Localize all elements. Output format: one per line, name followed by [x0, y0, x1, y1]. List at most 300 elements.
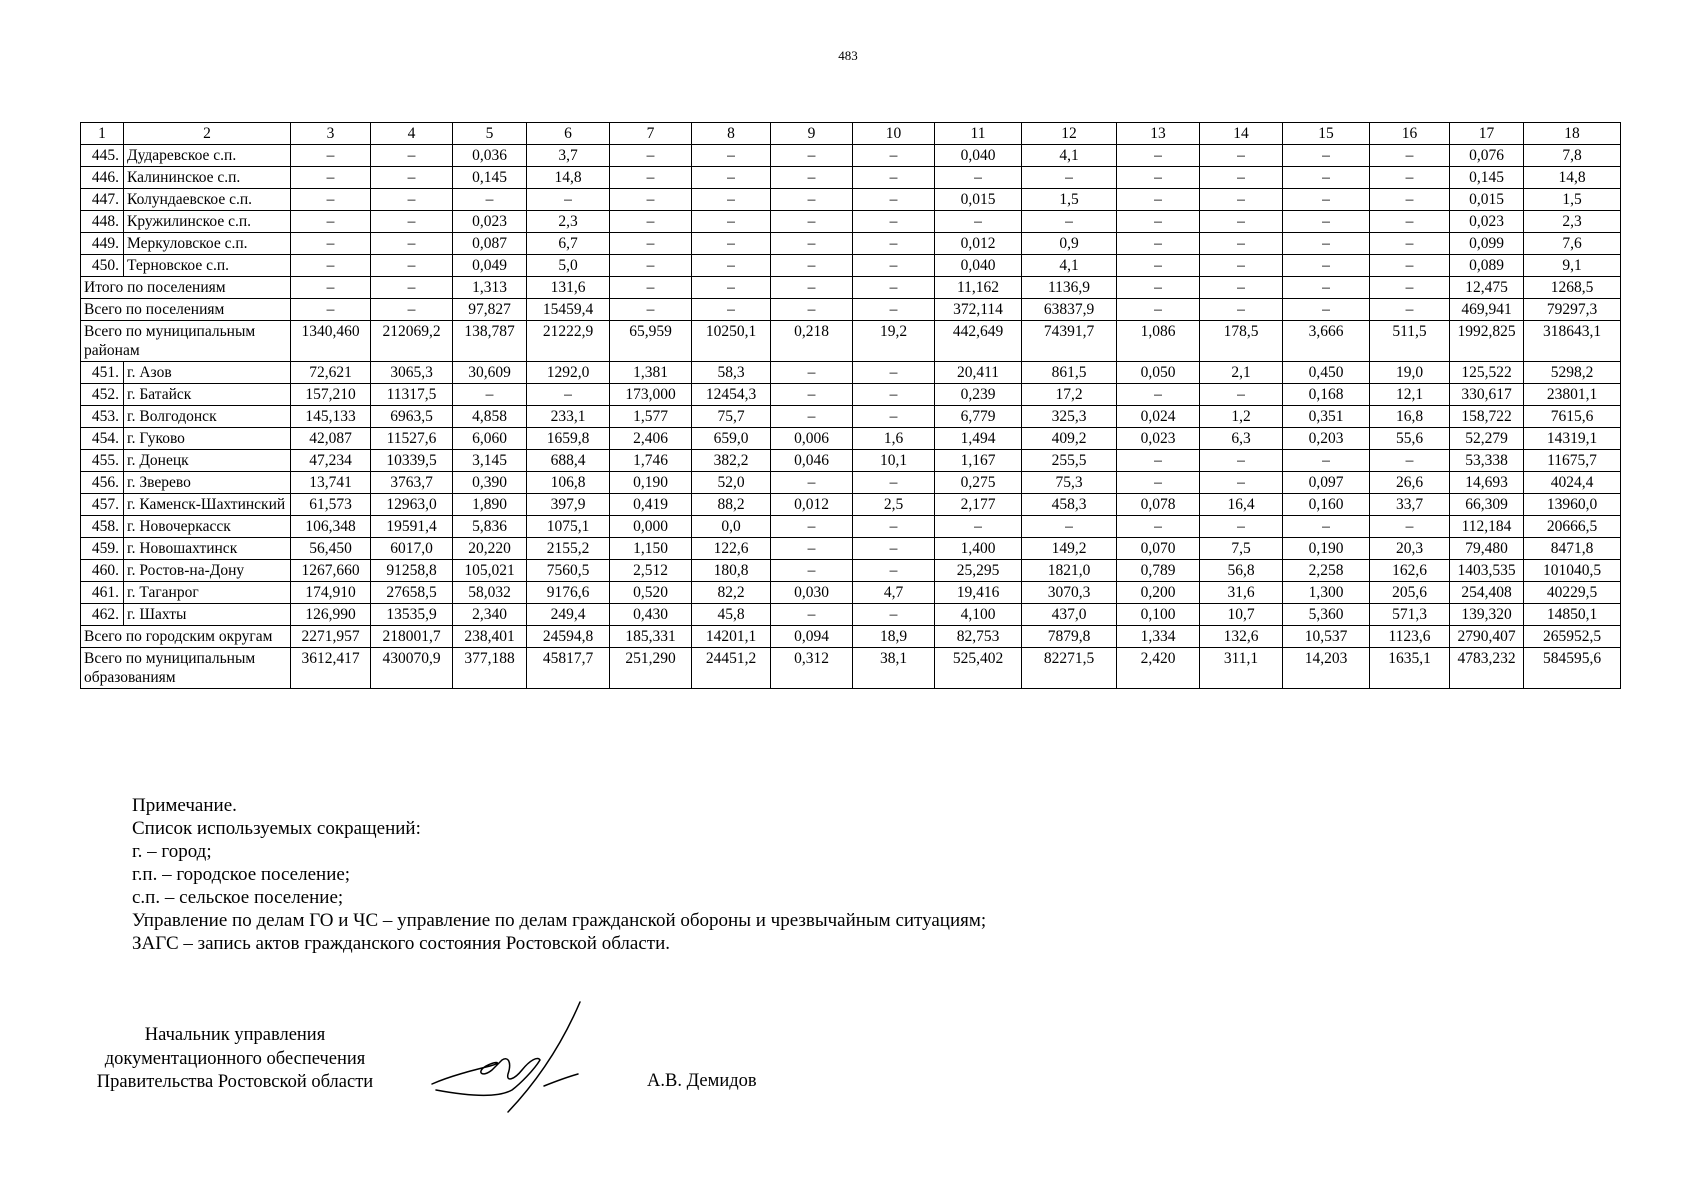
value-cell: 255,5 — [1022, 450, 1117, 472]
column-number-cell: 5 — [453, 123, 527, 145]
column-number-cell: 17 — [1450, 123, 1524, 145]
value-cell: – — [853, 277, 935, 299]
value-cell: – — [291, 145, 371, 167]
value-cell: 0,049 — [453, 255, 527, 277]
settlement-name: г. Новошахтинск — [124, 538, 291, 560]
value-cell: 218001,7 — [371, 626, 453, 648]
value-cell: – — [1200, 167, 1283, 189]
value-cell: 74391,7 — [1022, 321, 1117, 362]
value-cell: 3763,7 — [371, 472, 453, 494]
value-cell: – — [1370, 233, 1450, 255]
row-label: Всего по поселениям — [81, 299, 291, 321]
value-cell: 6,779 — [935, 406, 1022, 428]
value-cell: 0,015 — [935, 189, 1022, 211]
value-cell: – — [1370, 211, 1450, 233]
value-cell: 11317,5 — [371, 384, 453, 406]
table-total-row — [81, 648, 1621, 689]
value-cell: 318643,1 — [1524, 321, 1621, 362]
value-cell: – — [291, 277, 371, 299]
settlement-name: Колундаевское с.п. — [124, 189, 291, 211]
value-cell: – — [527, 384, 610, 406]
value-cell: 20,220 — [453, 538, 527, 560]
page-number: 483 — [838, 48, 858, 63]
value-cell: 330,617 — [1450, 384, 1524, 406]
row-number: 452. — [81, 384, 124, 406]
value-cell: – — [1117, 516, 1200, 538]
value-cell: – — [771, 299, 853, 321]
value-cell: – — [1117, 233, 1200, 255]
value-cell: – — [291, 167, 371, 189]
row-label: Всего по городским округам — [81, 626, 291, 648]
value-cell: 14,8 — [1524, 167, 1621, 189]
value-cell: – — [771, 145, 853, 167]
notes-line: ЗАГС – запись актов гражданского состояния Ростовской области. — [132, 933, 670, 954]
value-cell: 52,0 — [692, 472, 771, 494]
value-cell: 0,024 — [1117, 406, 1200, 428]
value-cell: 382,2 — [692, 450, 771, 472]
value-cell: – — [1283, 299, 1370, 321]
value-cell: 0,145 — [453, 167, 527, 189]
row-label: Всего по муниципальным образованиям — [81, 648, 291, 689]
value-cell: – — [610, 189, 692, 211]
value-cell: 1,334 — [1117, 626, 1200, 648]
value-cell: 254,408 — [1450, 582, 1524, 604]
value-cell: 1,400 — [935, 538, 1022, 560]
value-cell: 20,3 — [1370, 538, 1450, 560]
value-cell: 2,406 — [610, 428, 692, 450]
table-row — [81, 211, 1621, 233]
value-cell: 0,190 — [610, 472, 692, 494]
value-cell: 2,1 — [1200, 362, 1283, 384]
value-cell: 469,941 — [1450, 299, 1524, 321]
table-row — [81, 255, 1621, 277]
value-cell: 0,036 — [453, 145, 527, 167]
value-cell: 55,6 — [1370, 428, 1450, 450]
value-cell: 42,087 — [291, 428, 371, 450]
value-cell: 0,351 — [1283, 406, 1370, 428]
notes-line: г. – город; — [132, 841, 212, 862]
value-cell: 571,3 — [1370, 604, 1450, 626]
value-cell: – — [853, 516, 935, 538]
value-cell: – — [692, 145, 771, 167]
value-cell: 3065,3 — [371, 362, 453, 384]
value-cell: 430070,9 — [371, 648, 453, 689]
value-cell: 10,537 — [1283, 626, 1370, 648]
settlement-name: г. Каменск-Шахтинский — [124, 494, 291, 516]
value-cell: 0,012 — [771, 494, 853, 516]
value-cell: – — [371, 233, 453, 255]
value-cell: 12454,3 — [692, 384, 771, 406]
value-cell: 19,416 — [935, 582, 1022, 604]
table-row — [81, 538, 1621, 560]
value-cell: 14,693 — [1450, 472, 1524, 494]
value-cell: 458,3 — [1022, 494, 1117, 516]
value-cell: 265952,5 — [1524, 626, 1621, 648]
value-cell: 20,411 — [935, 362, 1022, 384]
value-cell: 1075,1 — [527, 516, 610, 538]
value-cell: – — [771, 277, 853, 299]
value-cell: 14,8 — [527, 167, 610, 189]
value-cell: – — [1370, 299, 1450, 321]
value-cell: 13960,0 — [1524, 494, 1621, 516]
value-cell: 145,133 — [291, 406, 371, 428]
value-cell: 75,7 — [692, 406, 771, 428]
value-cell: 2155,2 — [527, 538, 610, 560]
value-cell: 82,2 — [692, 582, 771, 604]
value-cell: – — [1117, 472, 1200, 494]
row-number: 453. — [81, 406, 124, 428]
value-cell: 0,040 — [935, 255, 1022, 277]
value-cell: – — [1200, 472, 1283, 494]
value-cell: 0,097 — [1283, 472, 1370, 494]
value-cell: 1,086 — [1117, 321, 1200, 362]
table-row — [81, 472, 1621, 494]
value-cell: – — [291, 233, 371, 255]
value-cell: 2,420 — [1117, 648, 1200, 689]
value-cell: 377,188 — [453, 648, 527, 689]
value-cell: 0,023 — [453, 211, 527, 233]
value-cell: – — [610, 255, 692, 277]
value-cell: 311,1 — [1200, 648, 1283, 689]
value-cell: 2,5 — [853, 494, 935, 516]
value-cell: – — [771, 233, 853, 255]
value-cell: 18,9 — [853, 626, 935, 648]
value-cell: – — [1117, 167, 1200, 189]
value-cell: 53,338 — [1450, 450, 1524, 472]
value-cell: 372,114 — [935, 299, 1022, 321]
notes-line: Список используемых сокращений: — [132, 818, 421, 839]
value-cell: – — [1370, 167, 1450, 189]
table-row — [81, 494, 1621, 516]
value-cell: 174,910 — [291, 582, 371, 604]
value-cell: 0,419 — [610, 494, 692, 516]
table-row — [81, 450, 1621, 472]
value-cell: 56,450 — [291, 538, 371, 560]
table-total-row — [81, 321, 1621, 362]
value-cell: 157,210 — [291, 384, 371, 406]
value-cell: 8471,8 — [1524, 538, 1621, 560]
table-row — [81, 604, 1621, 626]
value-cell: – — [371, 299, 453, 321]
value-cell: 3612,417 — [291, 648, 371, 689]
data-table — [80, 122, 1621, 689]
value-cell: 7,6 — [1524, 233, 1621, 255]
value-cell: 139,320 — [1450, 604, 1524, 626]
row-number: 451. — [81, 362, 124, 384]
value-cell: – — [771, 560, 853, 582]
column-number-cell: 6 — [527, 123, 610, 145]
value-cell: 0,190 — [1283, 538, 1370, 560]
value-cell: – — [771, 604, 853, 626]
settlement-name: г. Батайск — [124, 384, 291, 406]
value-cell: 0,0 — [692, 516, 771, 538]
position-line: Правительства Ростовской области — [96, 1072, 374, 1092]
settlement-name: г. Зверево — [124, 472, 291, 494]
value-cell: – — [371, 277, 453, 299]
value-cell: 4024,4 — [1524, 472, 1621, 494]
value-cell: – — [371, 255, 453, 277]
value-cell: – — [1117, 299, 1200, 321]
value-cell: – — [853, 299, 935, 321]
value-cell: 0,145 — [1450, 167, 1524, 189]
value-cell: – — [1117, 145, 1200, 167]
value-cell: 7615,6 — [1524, 406, 1621, 428]
value-cell: 47,234 — [291, 450, 371, 472]
table-header-row — [81, 123, 1621, 145]
value-cell: – — [1200, 233, 1283, 255]
value-cell: 3,7 — [527, 145, 610, 167]
value-cell: – — [1200, 145, 1283, 167]
value-cell: 19591,4 — [371, 516, 453, 538]
column-number-cell: 12 — [1022, 123, 1117, 145]
value-cell: – — [935, 167, 1022, 189]
value-cell: 0,218 — [771, 321, 853, 362]
value-cell: – — [692, 299, 771, 321]
value-cell: – — [692, 233, 771, 255]
table-row — [81, 189, 1621, 211]
value-cell: 33,7 — [1370, 494, 1450, 516]
value-cell: – — [853, 604, 935, 626]
value-cell: 11,162 — [935, 277, 1022, 299]
table-row — [81, 362, 1621, 384]
table-row — [81, 582, 1621, 604]
value-cell: 45,8 — [692, 604, 771, 626]
value-cell: – — [771, 211, 853, 233]
value-cell: 511,5 — [1370, 321, 1450, 362]
value-cell: 63837,9 — [1022, 299, 1117, 321]
value-cell: – — [1370, 450, 1450, 472]
column-number-cell: 16 — [1370, 123, 1450, 145]
settlement-name: г. Гуково — [124, 428, 291, 450]
value-cell: 4,858 — [453, 406, 527, 428]
table-row — [81, 560, 1621, 582]
value-cell: 72,621 — [291, 362, 371, 384]
value-cell: – — [453, 384, 527, 406]
value-cell: – — [692, 211, 771, 233]
value-cell: 122,6 — [692, 538, 771, 560]
value-cell: – — [853, 560, 935, 582]
value-cell: – — [1283, 145, 1370, 167]
value-cell: – — [610, 211, 692, 233]
value-cell: 31,6 — [1200, 582, 1283, 604]
value-cell: 26,6 — [1370, 472, 1450, 494]
column-number-cell: 8 — [692, 123, 771, 145]
value-cell: 437,0 — [1022, 604, 1117, 626]
value-cell: – — [1022, 516, 1117, 538]
value-cell: – — [1370, 189, 1450, 211]
value-cell: 66,309 — [1450, 494, 1524, 516]
value-cell: – — [1283, 167, 1370, 189]
value-cell: 1,746 — [610, 450, 692, 472]
value-cell: 185,331 — [610, 626, 692, 648]
value-cell: 0,168 — [1283, 384, 1370, 406]
row-number: 450. — [81, 255, 124, 277]
signatory-name: А.В. Демидов — [647, 1071, 757, 1091]
row-number: 455. — [81, 450, 124, 472]
signatory-position — [70, 1024, 400, 1095]
value-cell: 9176,6 — [527, 582, 610, 604]
value-cell: 0,099 — [1450, 233, 1524, 255]
value-cell: 6,7 — [527, 233, 610, 255]
value-cell: 61,573 — [291, 494, 371, 516]
value-cell: 1292,0 — [527, 362, 610, 384]
value-cell: 0,430 — [610, 604, 692, 626]
value-cell: 7879,8 — [1022, 626, 1117, 648]
value-cell: 409,2 — [1022, 428, 1117, 450]
value-cell: 180,8 — [692, 560, 771, 582]
column-number-cell: 11 — [935, 123, 1022, 145]
value-cell: 0,023 — [1450, 211, 1524, 233]
value-cell: 173,000 — [610, 384, 692, 406]
value-cell: 10250,1 — [692, 321, 771, 362]
row-number: 461. — [81, 582, 124, 604]
value-cell: 1821,0 — [1022, 560, 1117, 582]
value-cell: – — [371, 145, 453, 167]
value-cell: – — [1117, 277, 1200, 299]
value-cell: – — [692, 255, 771, 277]
value-cell: – — [935, 211, 1022, 233]
position-line: Начальник управления — [144, 1025, 326, 1045]
row-number: 447. — [81, 189, 124, 211]
value-cell: 19,2 — [853, 321, 935, 362]
value-cell: 17,2 — [1022, 384, 1117, 406]
value-cell: – — [1283, 255, 1370, 277]
value-cell: 106,8 — [527, 472, 610, 494]
value-cell: 1123,6 — [1370, 626, 1450, 648]
value-cell: 1,381 — [610, 362, 692, 384]
settlement-name: Дударевское с.п. — [124, 145, 291, 167]
value-cell: 249,4 — [527, 604, 610, 626]
value-cell: 14,203 — [1283, 648, 1370, 689]
value-cell: – — [1022, 167, 1117, 189]
value-cell: – — [771, 362, 853, 384]
value-cell: 0,203 — [1283, 428, 1370, 450]
value-cell: 3,666 — [1283, 321, 1370, 362]
value-cell: 2,3 — [527, 211, 610, 233]
value-cell: 13,741 — [291, 472, 371, 494]
value-cell: 12,1 — [1370, 384, 1450, 406]
value-cell: 14201,1 — [692, 626, 771, 648]
value-cell: 75,3 — [1022, 472, 1117, 494]
value-cell: – — [1200, 211, 1283, 233]
value-cell: – — [1200, 516, 1283, 538]
value-cell: 0,390 — [453, 472, 527, 494]
value-cell: 4783,232 — [1450, 648, 1524, 689]
table-row — [81, 145, 1621, 167]
value-cell: 52,279 — [1450, 428, 1524, 450]
value-cell: 1,6 — [853, 428, 935, 450]
value-cell: – — [1370, 255, 1450, 277]
value-cell: 30,609 — [453, 362, 527, 384]
value-cell: 212069,2 — [371, 321, 453, 362]
value-cell: 14319,1 — [1524, 428, 1621, 450]
value-cell: – — [853, 189, 935, 211]
value-cell: 584595,6 — [1524, 648, 1621, 689]
value-cell: 4,7 — [853, 582, 935, 604]
value-cell: 21222,9 — [527, 321, 610, 362]
row-number: 448. — [81, 211, 124, 233]
value-cell: 10,1 — [853, 450, 935, 472]
value-cell: – — [771, 189, 853, 211]
value-cell: – — [1283, 233, 1370, 255]
value-cell: – — [853, 362, 935, 384]
value-cell: 79,480 — [1450, 538, 1524, 560]
value-cell: – — [453, 189, 527, 211]
notes-line: Управление по делам ГО и ЧС – управление по делам гражданской обороны и чрезвычайным ситуациям; — [132, 910, 987, 931]
value-cell: 12963,0 — [371, 494, 453, 516]
value-cell: 158,722 — [1450, 406, 1524, 428]
value-cell: 25,295 — [935, 560, 1022, 582]
value-cell: – — [1200, 450, 1283, 472]
value-cell: 10,7 — [1200, 604, 1283, 626]
value-cell: 0,094 — [771, 626, 853, 648]
value-cell: – — [1117, 384, 1200, 406]
table-row — [81, 384, 1621, 406]
row-number: 445. — [81, 145, 124, 167]
value-cell: 79297,3 — [1524, 299, 1621, 321]
value-cell: 178,5 — [1200, 321, 1283, 362]
settlement-name: г. Новочеркасск — [124, 516, 291, 538]
value-cell: – — [610, 233, 692, 255]
value-cell: 0,030 — [771, 582, 853, 604]
table-total-row — [81, 626, 1621, 648]
column-number-cell: 18 — [1524, 123, 1621, 145]
value-cell: 7,8 — [1524, 145, 1621, 167]
value-cell: 58,032 — [453, 582, 527, 604]
value-cell: 1,890 — [453, 494, 527, 516]
value-cell: 11675,7 — [1524, 450, 1621, 472]
settlement-name: г. Волгодонск — [124, 406, 291, 428]
value-cell: 0,046 — [771, 450, 853, 472]
value-cell: 325,3 — [1022, 406, 1117, 428]
value-cell: – — [853, 406, 935, 428]
value-cell: 0,450 — [1283, 362, 1370, 384]
value-cell: 688,4 — [527, 450, 610, 472]
value-cell: – — [610, 299, 692, 321]
value-cell: 0,040 — [935, 145, 1022, 167]
value-cell: 16,4 — [1200, 494, 1283, 516]
table-row — [81, 428, 1621, 450]
value-cell: – — [1370, 516, 1450, 538]
settlement-name: Кружилинское с.п. — [124, 211, 291, 233]
value-cell: 1,577 — [610, 406, 692, 428]
value-cell: 7,5 — [1200, 538, 1283, 560]
value-cell: 20666,5 — [1524, 516, 1621, 538]
value-cell: 0,076 — [1450, 145, 1524, 167]
value-cell: 5,0 — [527, 255, 610, 277]
value-cell: 2,512 — [610, 560, 692, 582]
handwritten-signature — [428, 1000, 638, 1115]
table-row — [81, 406, 1621, 428]
value-cell: 2,3 — [1524, 211, 1621, 233]
value-cell: 205,6 — [1370, 582, 1450, 604]
column-number-cell: 3 — [291, 123, 371, 145]
value-cell: 6,060 — [453, 428, 527, 450]
table-row — [81, 516, 1621, 538]
value-cell: 251,290 — [610, 648, 692, 689]
value-cell: 1340,460 — [291, 321, 371, 362]
column-number-cell: 13 — [1117, 123, 1200, 145]
value-cell: – — [291, 211, 371, 233]
value-cell: 0,023 — [1117, 428, 1200, 450]
value-cell: – — [771, 406, 853, 428]
settlement-name: Калининское с.п. — [124, 167, 291, 189]
value-cell: 1,313 — [453, 277, 527, 299]
value-cell: 14850,1 — [1524, 604, 1621, 626]
value-cell: 12,475 — [1450, 277, 1524, 299]
value-cell: 125,522 — [1450, 362, 1524, 384]
row-number: 456. — [81, 472, 124, 494]
